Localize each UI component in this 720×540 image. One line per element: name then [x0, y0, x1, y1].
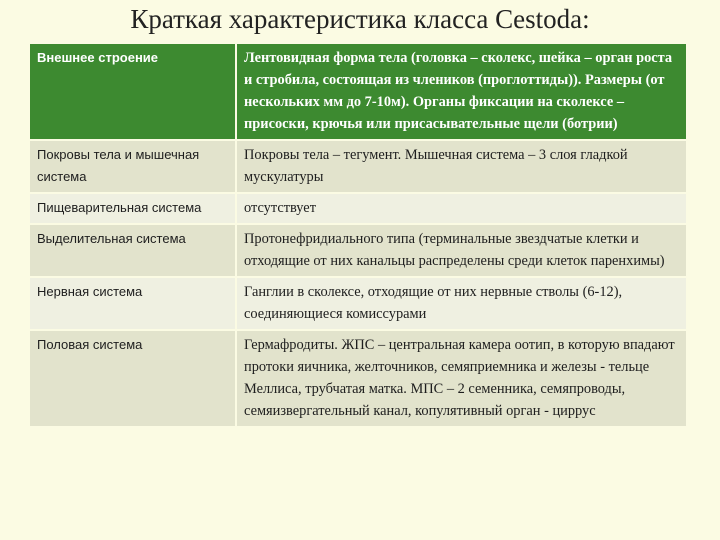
table-row: [30, 44, 686, 139]
row-description: Лентовидная форма тела (головка – сколекс, шейка – орган роста и стробила, состоящая из члеников (проглоттиды)). Размеры (от нескольких мм до 7-10м). Органы фиксации на сколексе – присоски, крючья или присасывательные щели (ботрии): [235, 44, 686, 139]
row-description: отсутствует: [235, 194, 686, 223]
row-label: Покровы тела и мышечная система: [30, 141, 235, 192]
slide-title: Краткая характеристика класса Cestoda:: [130, 4, 590, 34]
row-description: Гермафродиты. ЖПС – центральная камера оотип, в которую впадают протоки яичника, желточников, семяприемника и железы - тельце Меллиса, трубчатая матка. МПС – 2 семенника, семяпроводы, семяизвергательный канал, копулятивный орган - циррус: [235, 331, 686, 426]
row-label: Пищеварительная система: [30, 194, 235, 223]
table-row: [30, 225, 686, 276]
row-description: Ганглии в сколексе, отходящие от них нервные стволы (6-12), соединяющиеся комиссурами: [235, 278, 686, 329]
row-label: Выделительная система: [30, 225, 235, 276]
characteristics-table: [30, 42, 686, 428]
row-description: Покровы тела – тегумент. Мышечная система – 3 слоя гладкой мускулатуры: [235, 141, 686, 192]
table-row: [30, 194, 686, 223]
table-row: [30, 141, 686, 192]
table-row: [30, 278, 686, 329]
row-label: Нервная система: [30, 278, 235, 329]
table-row: [30, 331, 686, 426]
row-label: Половая система: [30, 331, 235, 426]
row-label: Внешнее строение: [30, 44, 235, 139]
row-description: Протонефридиального типа (терминальные звездчатые клетки и отходящие от них канальцы распределены среди клеток паренхимы): [235, 225, 686, 276]
